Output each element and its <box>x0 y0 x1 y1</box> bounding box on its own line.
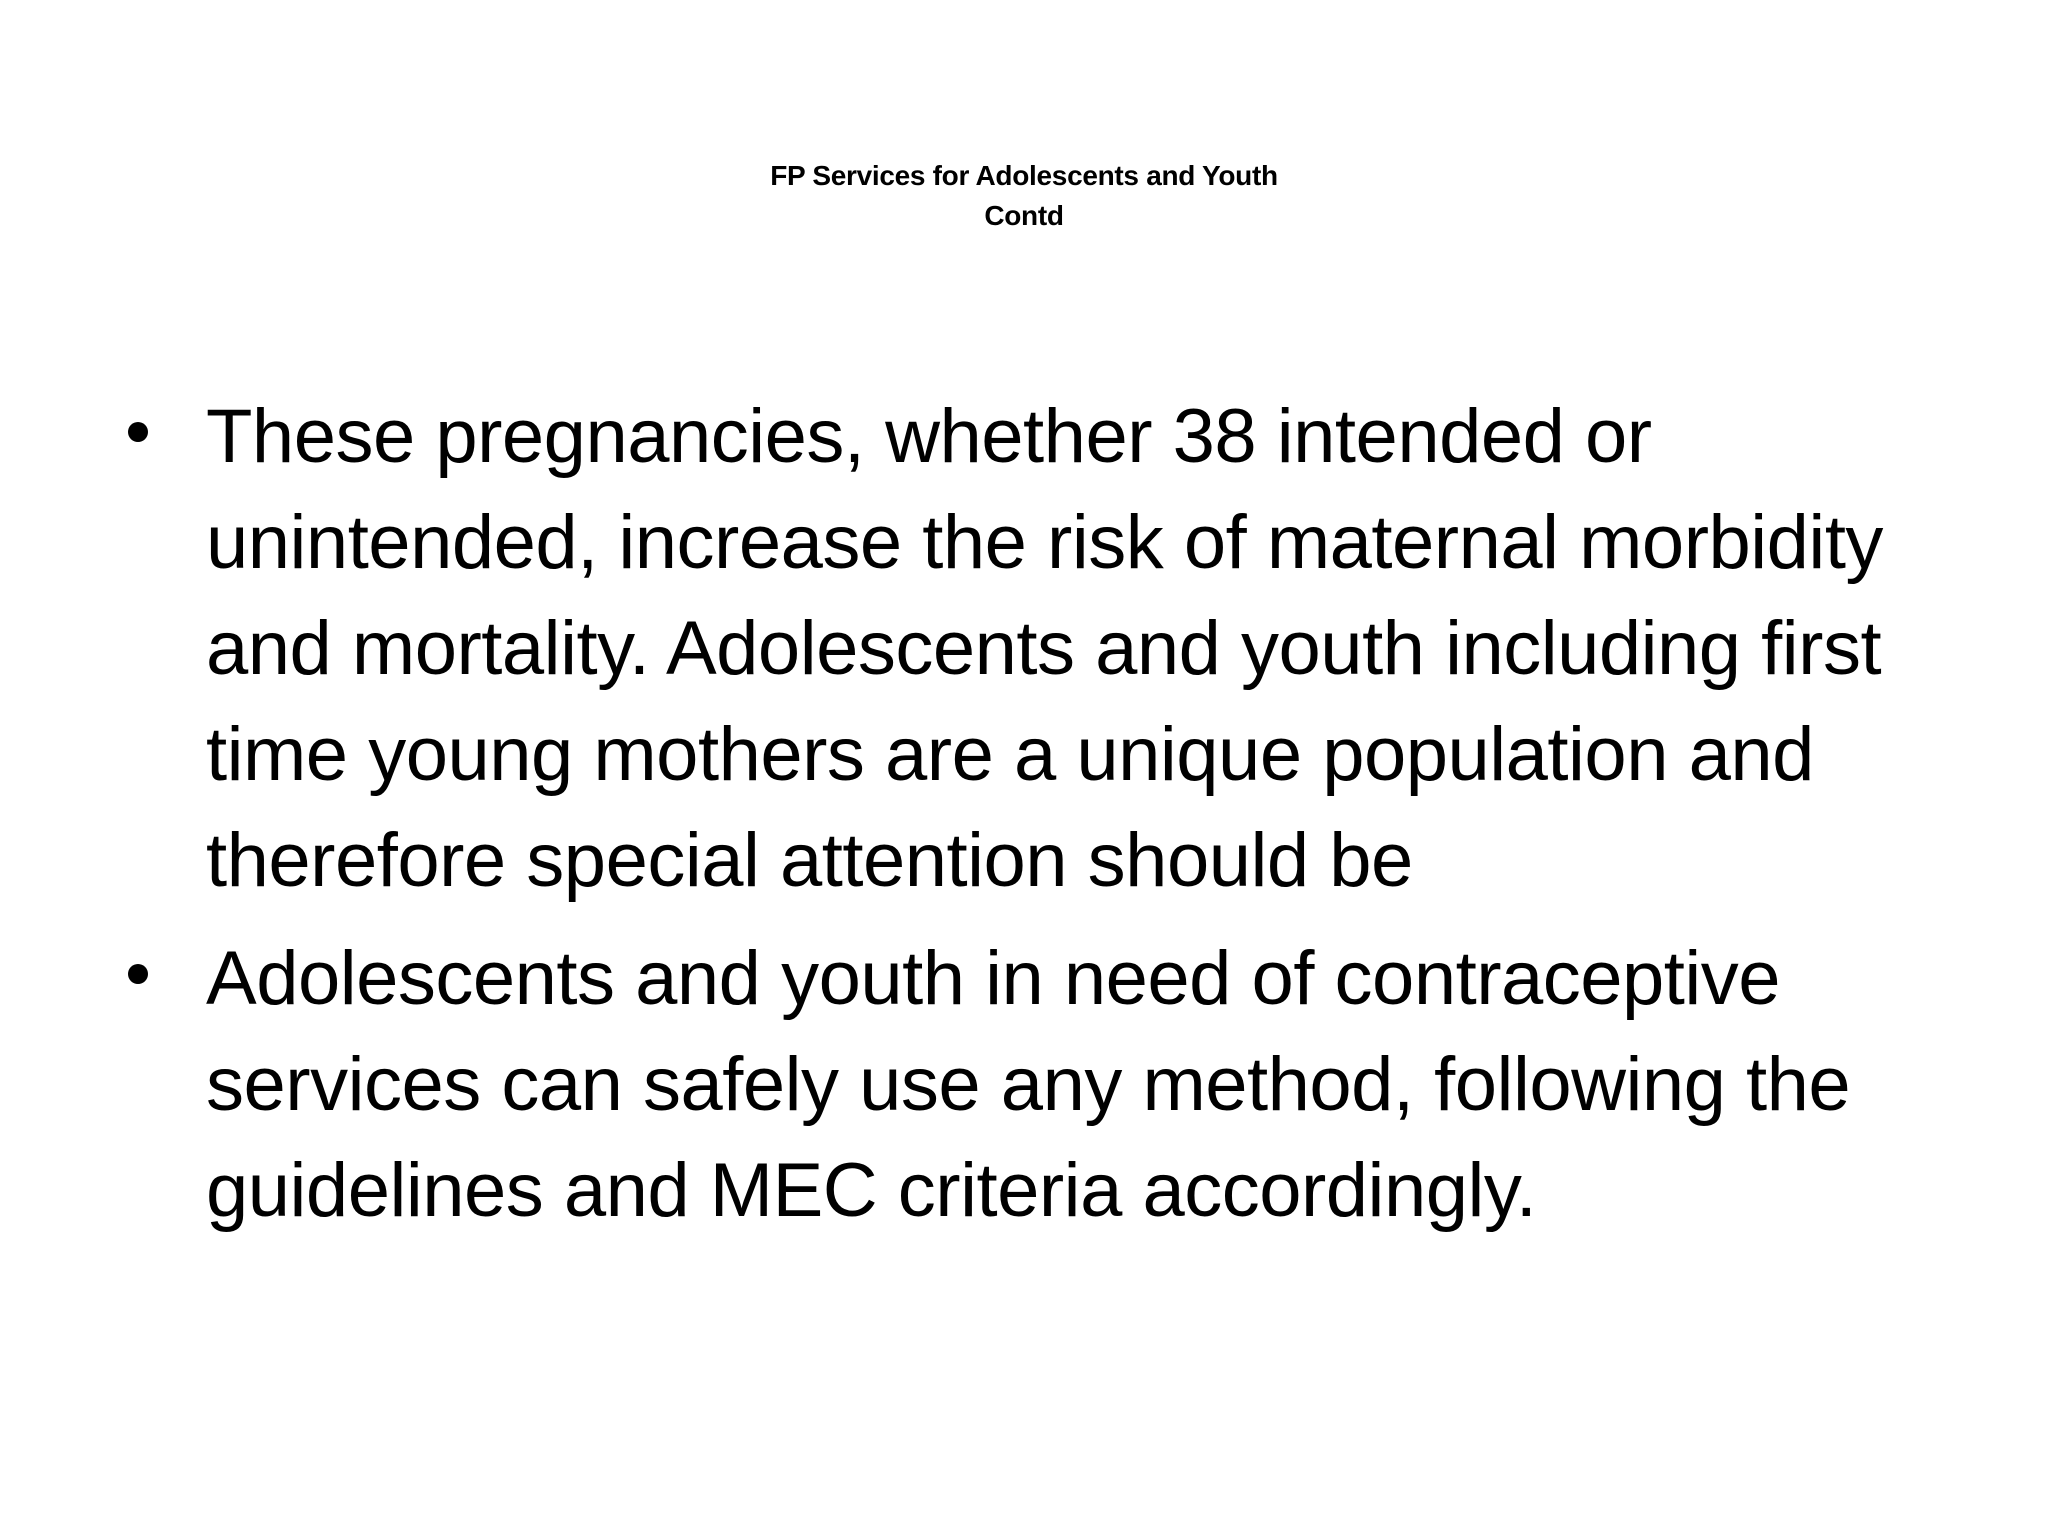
bullet-list <box>120 384 1950 1256</box>
bullet-text: Adolescents and youth in need of contraceptive services can safely use any method, following the guidelines and MEC criteria accordingly. <box>206 936 1851 1233</box>
slide-title-line-2: Contd <box>984 200 1064 231</box>
slide-title-line-1: FP Services for Adolescents and Youth <box>770 160 1278 191</box>
bullet-dot-icon <box>128 422 148 442</box>
bullet-item <box>120 926 1950 1244</box>
bullet-dot-icon <box>128 964 148 984</box>
bullet-item <box>120 384 1950 914</box>
slide-title <box>0 156 2048 236</box>
bullet-text: These pregnancies, whether 38 intended or unintended, increase the risk of maternal morbidity and mortality. Adolescents and youth including first time young mothers are a unique population and therefore special attention should be <box>206 394 1883 903</box>
